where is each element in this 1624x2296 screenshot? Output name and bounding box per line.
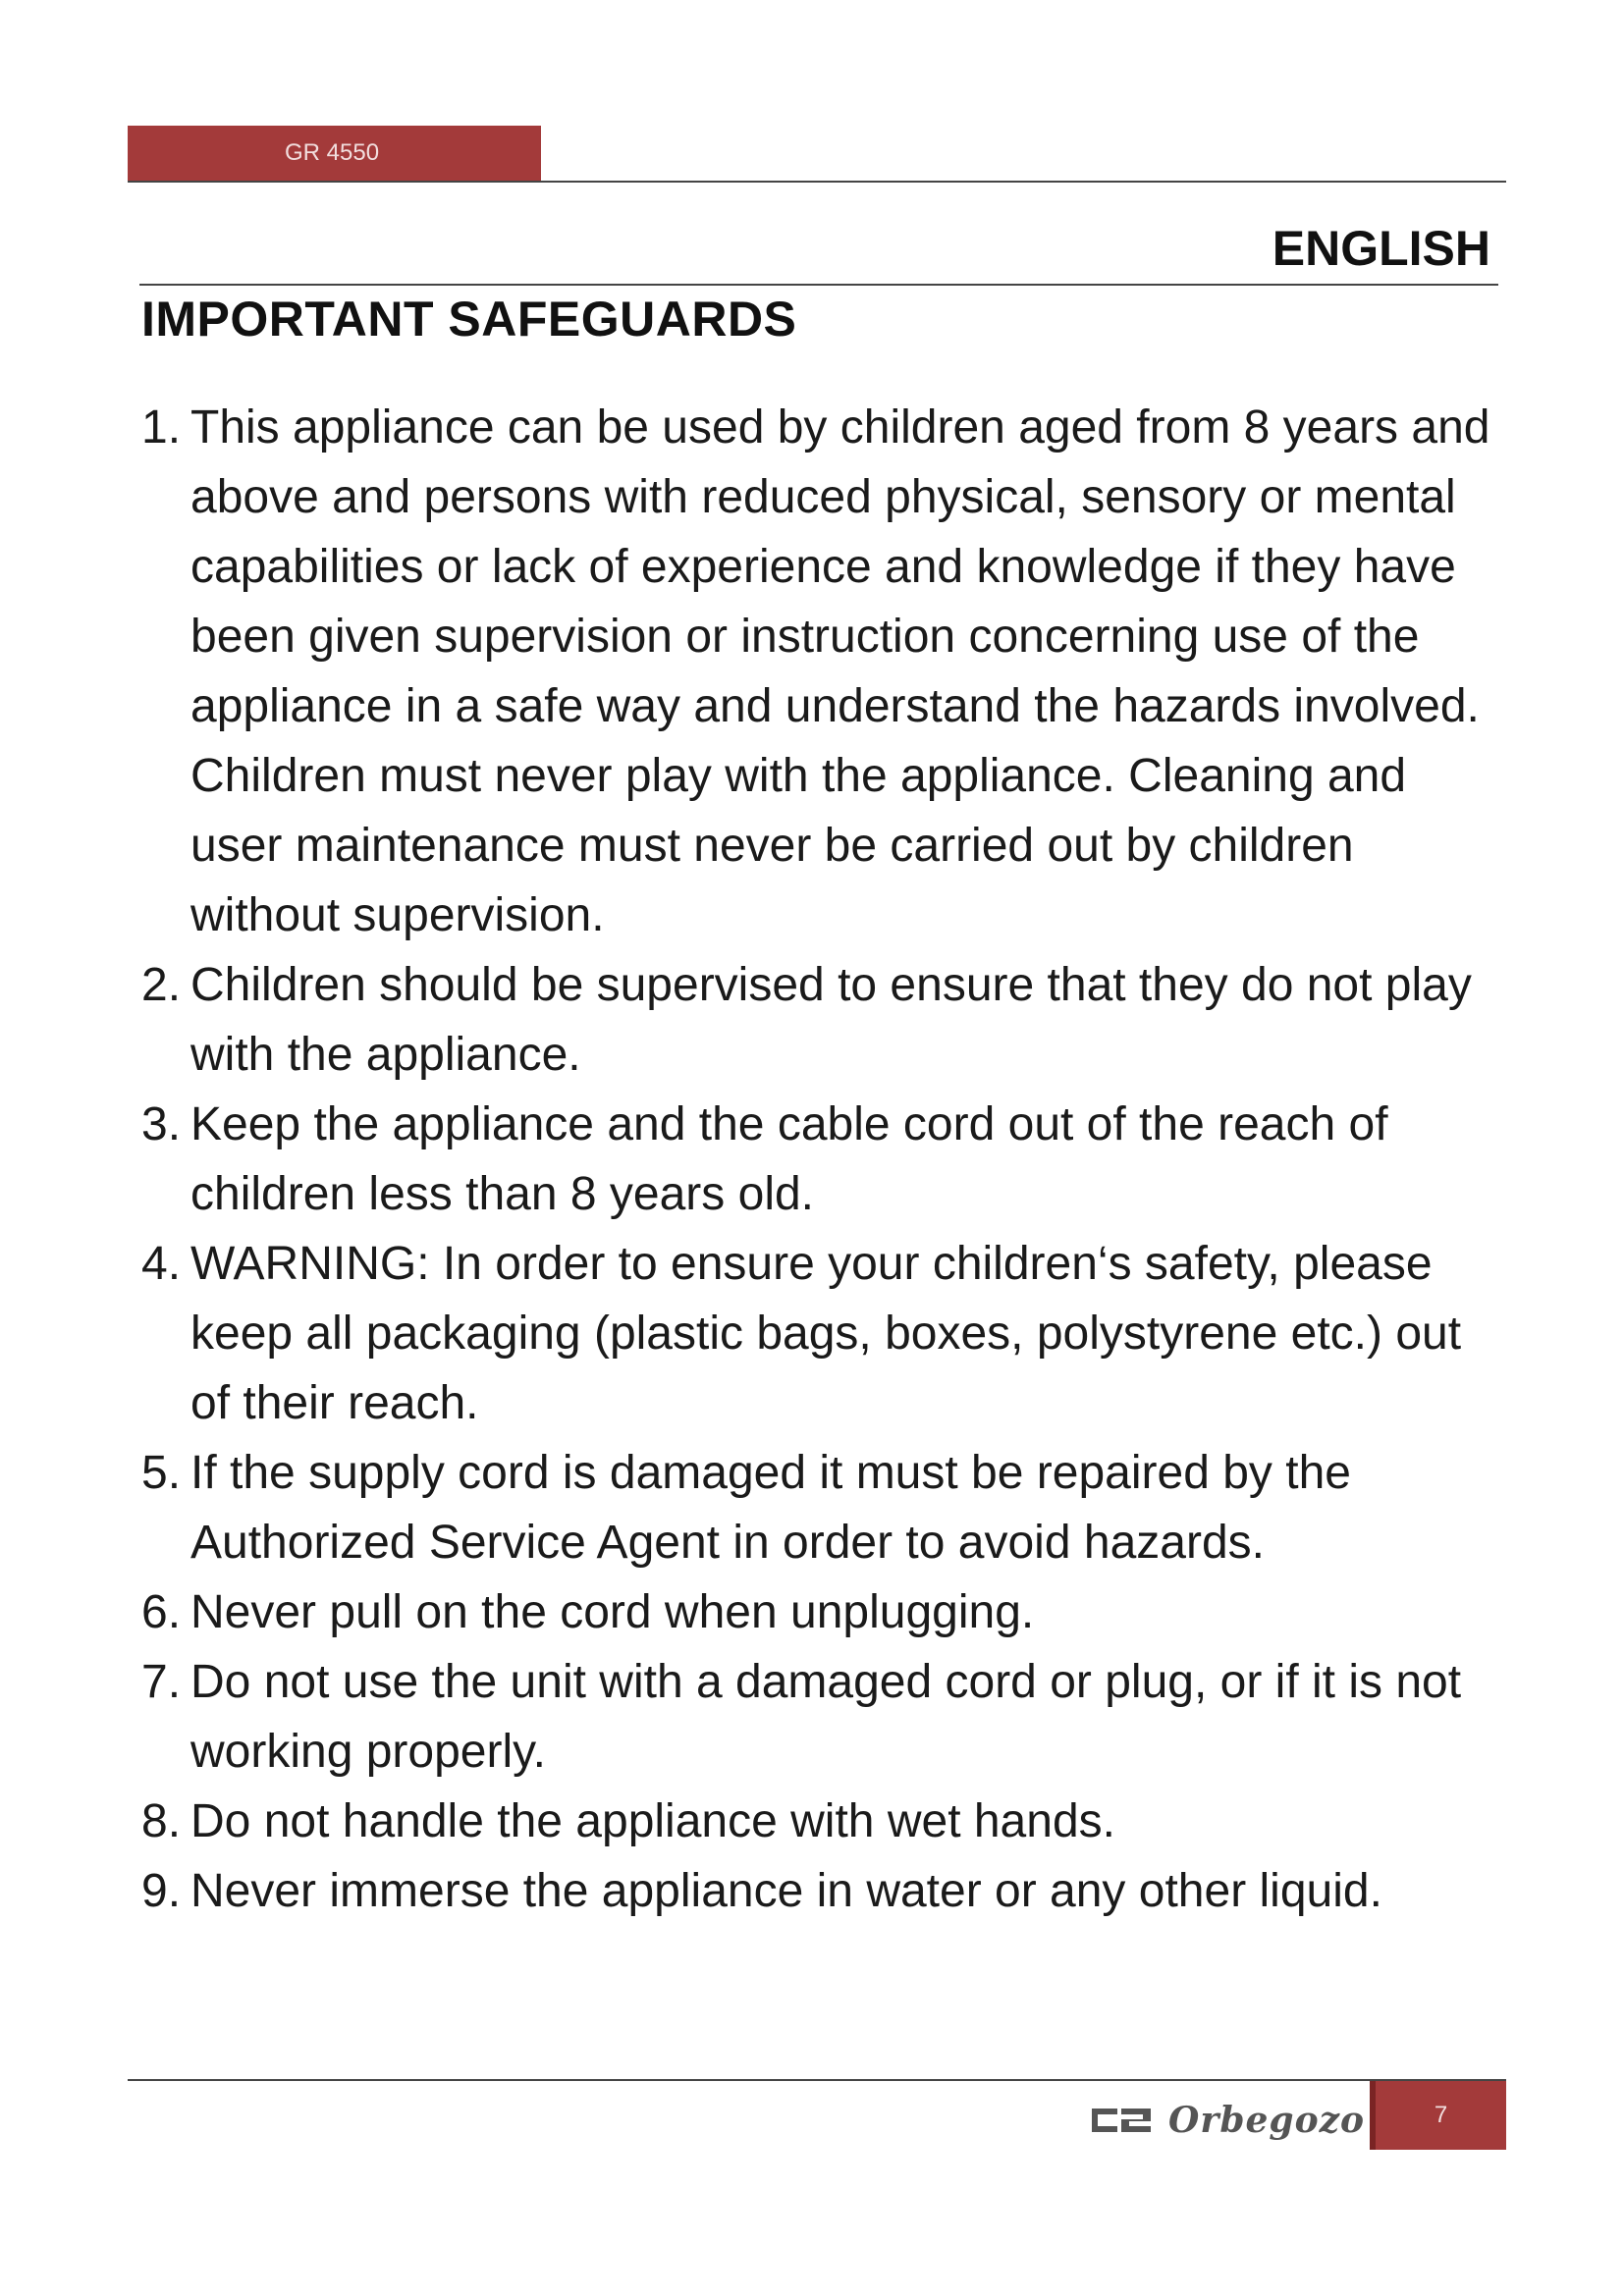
brand-mark-icon <box>1092 2105 1151 2136</box>
item-number: 7. <box>141 1656 182 1708</box>
list-item <box>141 393 1506 950</box>
safeguards-list <box>141 393 1506 1926</box>
section-title: IMPORTANT SAFEGUARDS <box>141 292 797 347</box>
item-text: Do not handle the appliance with wet hands. <box>190 1795 1115 1847</box>
item-text: Keep the appliance and the cable cord out of the reach of children less than 8 years old. <box>190 1098 1388 1220</box>
item-number: 9. <box>141 1865 182 1917</box>
footer-rule <box>128 2079 1506 2081</box>
language-label: ENGLISH <box>1272 221 1490 276</box>
list-item <box>141 1090 1506 1229</box>
item-number: 8. <box>141 1795 182 1847</box>
page-number-box <box>1370 2081 1506 2150</box>
list-item <box>141 1438 1506 1577</box>
item-number: 2. <box>141 959 182 1011</box>
item-number: 6. <box>141 1586 182 1638</box>
item-text: If the supply cord is damaged it must be repaired by the Authorized Service Agent in order to avoid hazards. <box>190 1447 1351 1569</box>
item-text: Children should be supervised to ensure that they do not play with the appliance. <box>190 959 1472 1081</box>
list-item <box>141 950 1506 1090</box>
item-text: WARNING: In order to ensure your children‘s safety, please keep all packaging (plastic bags, boxes, polystyrene etc.) out of their reach. <box>190 1238 1462 1429</box>
list-item <box>141 1856 1506 1926</box>
list-item <box>141 1229 1506 1438</box>
item-text: This appliance can be used by children aged from 8 years and above and persons with reduced physical, sensory or mental capabilities or lack of experience and knowledge if they have been given supervision or instruction concerning use of the appliance in a safe way and understand the hazards involved. Children must never play with the appliance. Cleaning and user maintenance must never be carried out by children without supervision. <box>190 401 1490 941</box>
item-text: Never pull on the cord when unplugging. <box>190 1586 1035 1638</box>
brand-name: Orbegozo <box>1168 2100 1366 2141</box>
list-item <box>141 1577 1506 1647</box>
item-number: 3. <box>141 1098 182 1150</box>
item-number: 4. <box>141 1238 182 1290</box>
model-tab <box>128 126 541 181</box>
list-item <box>141 1647 1506 1787</box>
language-rule <box>139 284 1498 286</box>
header-rule <box>128 181 1506 183</box>
model-number: GR 4550 <box>285 139 380 166</box>
item-text: Never immerse the appliance in water or any other liquid. <box>190 1865 1382 1917</box>
item-number: 5. <box>141 1447 182 1499</box>
list-item <box>141 1787 1506 1856</box>
brand-logo <box>1092 2097 1365 2144</box>
item-number: 1. <box>141 401 182 454</box>
item-text: Do not use the unit with a damaged cord or plug, or if it is not working properly. <box>190 1656 1462 1778</box>
page-number: 7 <box>1434 2102 1448 2128</box>
